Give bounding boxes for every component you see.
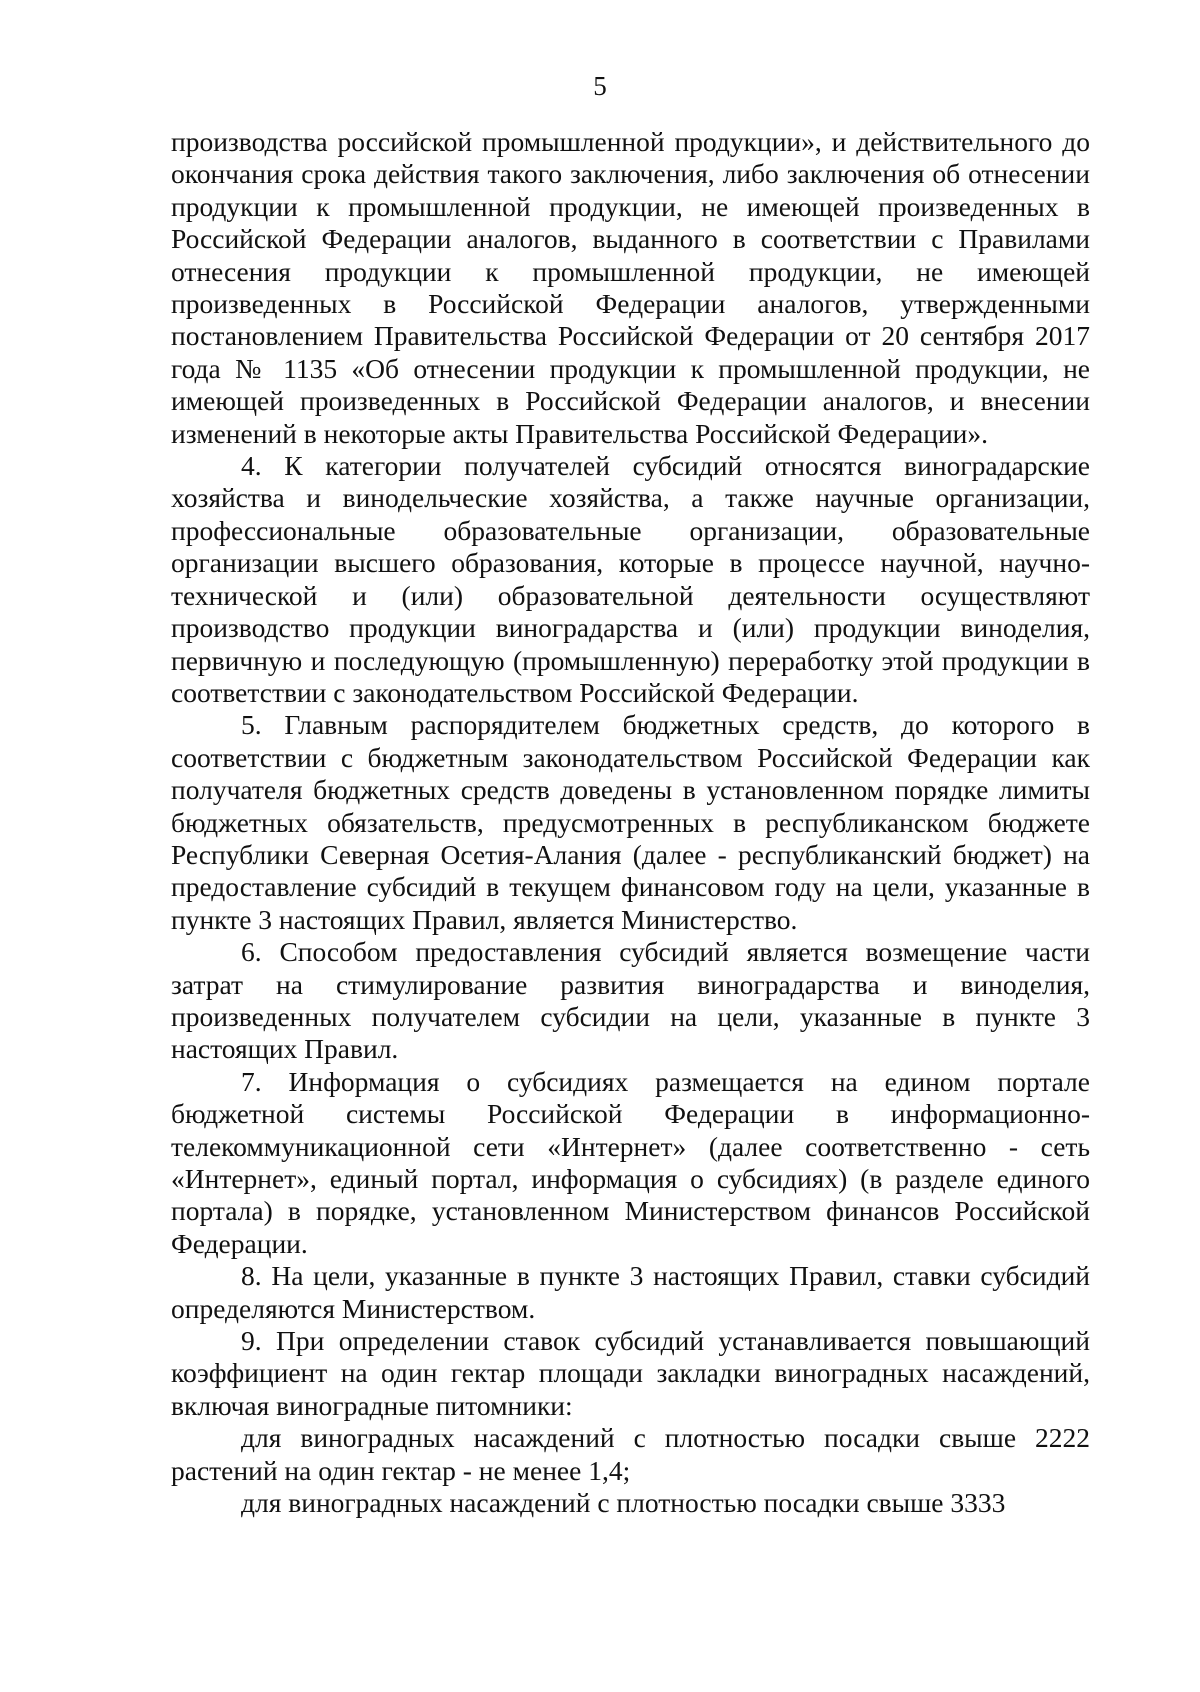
page-number: 5 <box>593 71 607 101</box>
paragraph-item-5: 5. Главным распорядителем бюджетных средств, до которого в соответствии с бюджетным законодательством Российской Федерации как получателя бюджетных средств доведены в установленном порядке лимиты бюджетных обязательств, предусмотренных в республиканском бюджете Республики Северная Осетия-Алания (далее - республиканский бюджет) на предоставление субсидий в текущем финансовом году на цели, указанные в пункте 3 настоящих Правил, является Министерство. <box>171 709 1090 935</box>
paragraph-continuation: производства российской промышленной продукции», и действительного до окончания срока действия такого заключения, либо заключения об отнесении продукции к промышленной продукции, не имеющей произведенных в Российской Федерации аналогов, выданного в соответствии с Правилами отнесения продукции к промышленной продукции, не имеющей произведенных в Российской Федерации аналогов, утвержденными постановлением Правительства Российской Федерации от 20 сентября 2017 года № 1135 «Об отнесении продукции к промышленной продукции, не имеющей произведенных в Российской Федерации аналогов, и внесении изменений в некоторые акты Правительства Российской Федерации». <box>171 126 1090 449</box>
document-body <box>171 126 1090 1519</box>
paragraph-item-8: 8. На цели, указанные в пункте 3 настоящих Правил, ставки субсидий определяются Министерством. <box>171 1260 1090 1324</box>
paragraph-item-7: 7. Информация о субсидиях размещается на едином портале бюджетной системы Российской Федерации в информационно-телекоммуникационной сети «Интернет» (далее соответственно - сеть «Интернет», единый портал, информация о субсидиях) (в разделе единого портала) в порядке, установленном Министерством финансов Российской Федерации. <box>171 1065 1090 1259</box>
paragraph-item-4: 4. К категории получателей субсидий относятся виноградарские хозяйства и винодельческие хозяйства, а также научные организации, профессиональные образовательные организации, образовательные организации высшего образования, которые в процессе научной, научно-технической и (или) образовательной деятельности осуществляют производство продукции виноградарства и (или) продукции виноделия, первичную и последующую (промышленную) переработку этой продукции в соответствии с законодательством Российской Федерации. <box>171 450 1090 708</box>
paragraph-density-2222: для виноградных насаждений с плотностью посадки свыше 2222 растений на один гектар - не менее 1,4; <box>171 1422 1090 1486</box>
paragraph-item-9: 9. При определении ставок субсидий устанавливается повышающий коэффициент на один гектар площади закладки виноградных насаждений, включая виноградные питомники: <box>171 1325 1090 1421</box>
paragraph-density-3333: для виноградных насаждений с плотностью посадки свыше 3333 <box>241 1487 1006 1519</box>
paragraph-item-6: 6. Способом предоставления субсидий является возмещение части затрат на стимулирование развития виноградарства и виноделия, произведенных получателем субсидии на цели, указанные в пункте 3 настоящих Правил. <box>171 936 1090 1065</box>
